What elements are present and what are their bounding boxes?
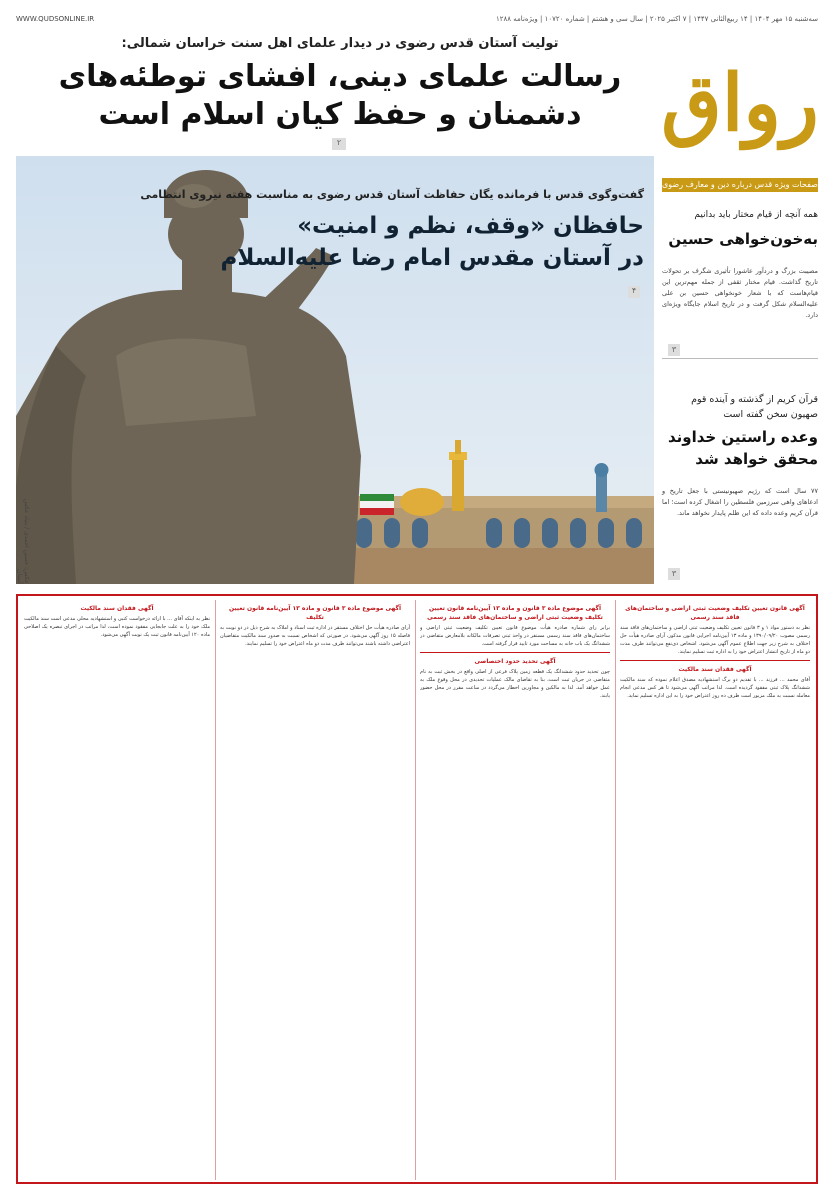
hero-headline-line2: در آستان مقدس امام رضا علیه‌السلام (220, 245, 644, 271)
hero-headline-line1: حافظان «وقف، نظم و امنیت» (297, 213, 644, 239)
masthead-logo-text: رواق (661, 57, 819, 149)
masthead (662, 28, 818, 193)
ads-column-divider (615, 600, 616, 1180)
ad-title: آگهی موضوع ماده ۳ قانون و ماده ۱۳ آیین‌نامه قانون تعیین تکلیف وضعیت ثبتی اراضی و ساختمان‌های فاقد سند رسمی (427, 605, 603, 621)
lead-page-number: ۲ (332, 138, 346, 150)
shrine-arches (356, 518, 642, 548)
lead-headline-line2: دشمنان و حفظ کیان اسلام است (98, 97, 582, 132)
photo-credit: عکس: حسین احمدی / بنیاد عکس آستان (16, 499, 30, 584)
ads-column-divider (415, 600, 416, 1180)
masthead-subtitle: صفحات ویژه قدس درباره دین و معارف رضوی (662, 178, 818, 192)
ad-title: آگهی موضوع ماده ۳ قانون و ماده ۱۳ آیین‌نامه قانون تعیین تکلیف (228, 605, 402, 621)
ad-title: آگهی فقدان سند مالکیت (80, 605, 154, 612)
ad-body: برابر رای شماره صادره هیأت موضوع قانون تعیین تکلیف وضعیت ثبتی اراضی و ساختمان‌های فاقد سند رسمی مستقر در واحد ثبتی تصرفات مالکانه بلامعارض متقاضی در ششدانگ یک باب خانه به مساحت مورد تایید قرار گرفته است. (420, 625, 610, 647)
lead-kicker: تولیت آستان قدس رضوی در دیدار علمای اهل سنت خراسان شمالی: (121, 36, 559, 51)
issue-date-line: سه‌شنبه ۱۵ مهر ۱۴۰۴ | ۱۴ ربیع‌الثانی ۱۴۴۷ | ۷ اکتبر ۲۰۲۵ | سال سی و هشتم | شماره ۱۰۷۲۰ | ویژه‌نامه ۱۲۸۸ (496, 15, 818, 23)
masthead-logo (662, 28, 818, 178)
ad-body: آقای محمد ... فرزند ... با تقدیم دو برگ استشهادیه مصدق اعلام نموده که سند مالکیت ششدانگ پلاک ثبتی مفقود گردیده است. لذا مراتب آگهی می‌شود تا هر کس مدعی انجام معامله نسبت به ملک مزبور است ظرف ده روز اعتراض خود را به این اداره تسلیم نماید. (620, 677, 810, 699)
quran-body: ۷۷ سال است که رژیم صهیونیستی با جعل تاریخ و ادعاهای واهی سرزمین فلسطین را اشغال کرده است؛ اما قرآن کریم وعده داده که این ظلم پایدار نخواهد ماند. (662, 487, 818, 517)
quran-page-number: ۳ (668, 568, 680, 580)
ad-title: آگهی قانون تعیین تکلیف وضعیت ثبتی اراضی و ساختمان‌های فاقد سند رسمی (625, 605, 805, 621)
ad-separator (420, 652, 610, 653)
ads-column-2 (420, 600, 610, 1180)
issue-meta-bar (16, 12, 818, 26)
lead-headline[interactable] (30, 58, 650, 134)
lead-headline-line1: رسالت علمای دینی، افشای توطئه‌های (58, 59, 622, 94)
flag (360, 494, 394, 501)
ad-body: نظر به اینکه آقای ... با ارائه درخواست کتبی و استشهادیه محلی مدعی است سند مالکیت ملک خود را به علت جابجایی مفقود نموده است، لذا مراتب در اجرای تبصره یک اصلاحی ماده ۱۲۰ آیین‌نامه قانون ثبت یک نوبت آگهی می‌شود. (24, 616, 210, 638)
ad-body: نظر به دستور مواد ۱ و ۳ قانون تعیین تکلیف وضعیت ثبتی اراضی و ساختمان‌های فاقد سند رسمی مصوب ۱۳۹۰/۰۹/۲۰ و ماده ۱۳ آیین‌نامه اجرایی قانون مذکور، آرای صادره هیأت حل اختلاف به شرح زیر جهت اطلاع عموم آگهی می‌شود. اشخاص ذی‌نفع می‌توانند ظرف مدت دو ماه از تاریخ انتشار اعتراض خود را به اداره ثبت تسلیم نمایند. (620, 625, 810, 655)
quran-kicker: قرآن کریم از گذشته و آینده قوم صهیون سخن گفته است (691, 394, 818, 420)
right-column (662, 196, 818, 584)
ads-column-1 (620, 600, 810, 1180)
hero-photo[interactable] (16, 156, 654, 584)
ads-column-divider (215, 600, 216, 1180)
site-url[interactable]: WWW.QUDSONLINE.IR (16, 15, 95, 23)
mukhtar-kicker: همه آنچه از قیام مختار باید بدانیم (694, 210, 818, 220)
mukhtar-page-number: ۳ (668, 344, 680, 356)
golden-minaret (452, 456, 464, 511)
golden-dome (400, 488, 444, 516)
ad-separator (620, 660, 810, 661)
ads-column-3 (220, 600, 410, 1180)
blue-minaret (596, 472, 607, 512)
ad-title: آگهی تحدید حدود اختصاصی (474, 658, 556, 665)
hero-kicker: گفت‌وگوی قدس با فرمانده یگان حفاظت آستان قدس رضوی به مناسبت هفته نیروی انتظامی (140, 188, 644, 201)
quran-headline[interactable]: وعده راستین خداوند محقق خواهد شد (667, 428, 818, 468)
ads-column-4 (24, 600, 210, 1180)
hero-headline[interactable] (56, 210, 644, 274)
mukhtar-body: مصیبت بزرگ و دردآور عاشورا تأثیری شگرف بر تحولات تاریخ گذاشت. قیام مختار ثقفی از جمله مهم‌ترین این قیام‌هاست که با شعار خونخواهی حسین بن علی علیه‌السلام شکل گرفت و در تاریخ اسلام جایگاه ویژه‌ای دارد. (662, 267, 818, 319)
ad-body: آرای صادره هیأت حل اختلاف مستقر در اداره ثبت اسناد و املاک به شرح ذیل در دو نوبت به فاصله ۱۵ روز آگهی می‌شود. در صورتی که اشخاص نسبت به صدور سند مالکیت متقاضیان اعتراضی داشته باشند می‌توانند ظرف مدت دو ماه اعتراض خود را تسلیم نمایند. (220, 625, 410, 647)
ad-body: چون تحدید حدود ششدانگ یک قطعه زمین پلاک فرعی از اصلی واقع در بخش ثبت به نام متقاضی در جریان ثبت است، بنا به تقاضای مالک عملیات تحدیدی در محل وقوع ملک به عمل خواهد آمد. لذا به مالکین و مجاورین اخطار می‌گردد در ساعت مقرر در محل حضور یابند. (420, 669, 610, 699)
column-divider (662, 358, 818, 359)
legal-ads-section (16, 594, 818, 1184)
mukhtar-headline[interactable]: به‌خون‌خواهی حسین (668, 230, 818, 248)
ad-title: آگهی فقدان سند مالکیت (678, 666, 752, 673)
hero-page-number: ۴ (628, 286, 640, 298)
